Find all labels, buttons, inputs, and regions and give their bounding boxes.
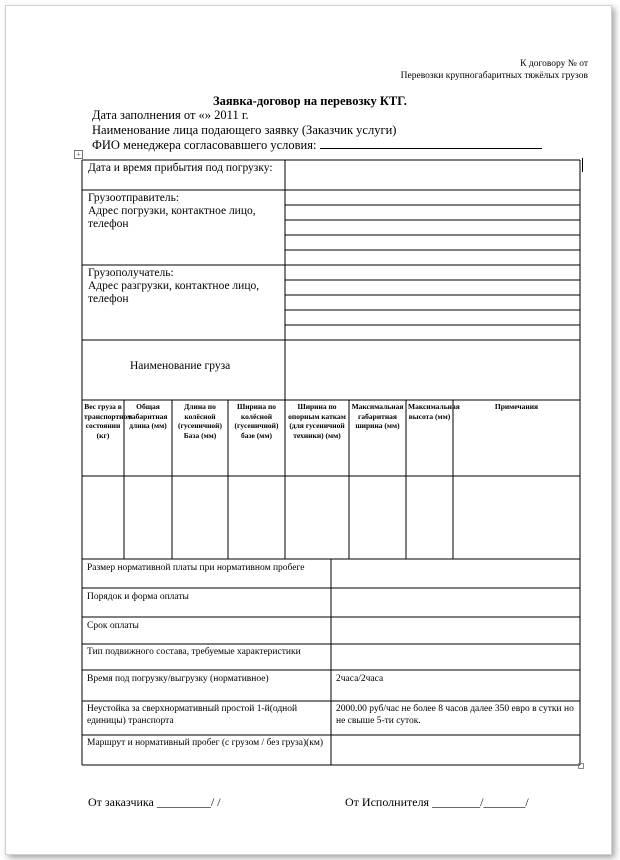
consignee-details: Адрес разгрузки, контактное лицо, телефон xyxy=(88,280,260,305)
contract-subtitle: Перевозки крупногабаритных тяжёлых грузов xyxy=(400,71,588,81)
row-label-loading-time: Время под погрузку/выгрузку (нормативное) xyxy=(87,674,269,684)
column-header-total-length: Общая габаритная длина (мм) xyxy=(128,402,168,430)
row-label-payment-order: Порядок и форма оплаты xyxy=(87,592,189,602)
shipper-details: Адрес погрузки, контактное лицо, телефон xyxy=(88,205,256,230)
row-label-norm-fee: Размер нормативной платы при нормативном пробеге xyxy=(87,563,305,573)
row-label-route: Маршрут и нормативный пробег (с грузом / без груза)(км) xyxy=(87,738,324,748)
customer-signature: От заказчика _________/ / xyxy=(88,795,221,809)
fill-date-line: Дата заполнения от «» 2011 г. xyxy=(92,108,249,122)
document-title: Заявка-договор на перевозку КТГ. xyxy=(213,94,407,108)
table-resize-handle-icon[interactable] xyxy=(578,763,584,769)
row-value-penalty: 2000.00 руб/час не более 8 часов далее 350 евро в сутки но не свыше 5-ти суток. xyxy=(336,704,574,726)
manager-label: ФИО менеджера согласовавшего условия: xyxy=(92,138,317,152)
column-header-wheelbase-width: Ширина по колёсной (гусеничной) базе (мм) xyxy=(234,402,279,440)
manager-underline xyxy=(320,138,542,149)
column-header-max-width: Максимальная габаритная ширина (мм) xyxy=(351,402,404,430)
column-header-max-height: Максимальная высота (мм) xyxy=(408,402,460,421)
shipper-block xyxy=(88,192,280,231)
text-cursor xyxy=(582,158,583,172)
contract-reference: К договору № от xyxy=(520,59,588,69)
customer-line: Наименование лица подающего заявку (Заказчик услуги) xyxy=(92,123,397,137)
row-value-loading-time: 2часа/2часа xyxy=(336,674,384,684)
column-header-track-width: Ширина по опорным каткам (для гусеничной техники) (мм) xyxy=(288,402,346,440)
row-label-payment-term: Срок оплаты xyxy=(87,621,139,631)
document-header xyxy=(401,58,588,82)
row-label-penalty: Неустойка за сверхнормативный простой 1-й(одной единицы) транспорта xyxy=(87,704,298,726)
table-move-handle-icon[interactable]: + xyxy=(74,150,83,159)
consignee-title: Грузополучатель: xyxy=(88,267,174,279)
column-header-notes: Примечания xyxy=(494,402,539,411)
column-header-weight: Вес груза в транспортном состоянии (кг) xyxy=(84,402,133,440)
column-header-wheelbase-length: Длина по колёсной (гусеничной) База (мм) xyxy=(178,402,222,440)
shipper-title: Грузоотправитель: xyxy=(88,192,180,204)
consignee-block xyxy=(88,267,280,306)
row-label-vehicle-type: Тип подвижного состава, требуемые характеристики xyxy=(87,647,301,657)
manager-line xyxy=(92,138,542,153)
executor-signature: От Исполнителя ________/_______/ xyxy=(345,795,529,809)
cargo-name-label: Наименование груза xyxy=(130,360,231,372)
arrival-label: Дата и время прибытия под погрузку: xyxy=(88,162,273,174)
